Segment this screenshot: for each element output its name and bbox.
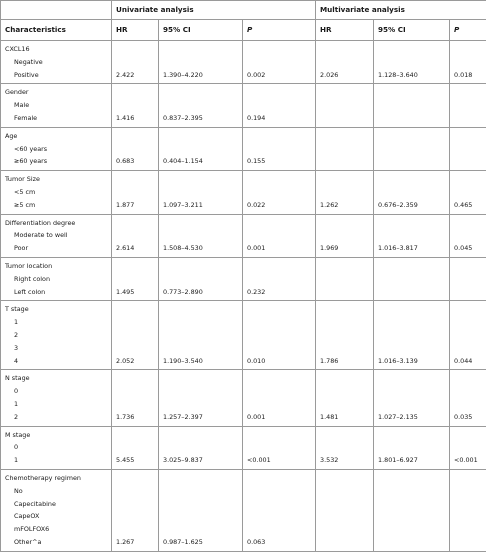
- uni-p-cell: 0.063: [243, 469, 316, 551]
- uni-ci-cell: 1.190–3.540: [159, 301, 243, 370]
- uni-p-cell: 0.155: [243, 127, 316, 170]
- group-item: ≥5 cm: [5, 199, 111, 212]
- group-item: Poor: [5, 242, 111, 255]
- header-blank: [1, 1, 112, 20]
- multi-hr-cell: [316, 257, 374, 300]
- multi-ci-cell: 1.016–3.139: [374, 301, 450, 370]
- multi-ci-cell: [374, 84, 450, 127]
- group-item: 4: [5, 355, 111, 368]
- group-title: N stage: [5, 372, 111, 385]
- uni-hr-cell: 1.416: [112, 84, 159, 127]
- group-item: Negative: [5, 56, 111, 69]
- multi-p-header: P: [450, 20, 486, 41]
- group-item: 0: [5, 441, 111, 454]
- multi-p-cell: 0.465: [450, 171, 486, 214]
- group-item: ≥60 years: [5, 155, 111, 168]
- multi-ci-cell: [374, 127, 450, 170]
- group-item: Capecitabine: [5, 498, 111, 511]
- uni-p-cell: 0.022: [243, 171, 316, 214]
- multi-hr-cell: 2.026: [316, 41, 374, 84]
- uni-hr-cell: 2.052: [112, 301, 159, 370]
- group-item: 1: [5, 454, 111, 467]
- multi-p-cell: <0.001: [450, 426, 486, 469]
- group-item: No: [5, 485, 111, 498]
- group-title: Tumor location: [5, 260, 111, 273]
- multi-p-cell: 0.018: [450, 41, 486, 84]
- multi-p-cell: [450, 469, 486, 551]
- group-title: Differentiation degree: [5, 217, 111, 230]
- multi-ci-cell: 1.027–2.135: [374, 370, 450, 426]
- multi-hr-cell: 1.481: [316, 370, 374, 426]
- uni-p-header: P: [243, 20, 316, 41]
- multivariate-header: Multivariate analysis: [316, 1, 486, 20]
- group-item: mFOLFOX6: [5, 523, 111, 536]
- characteristics-header: Characteristics: [1, 20, 112, 41]
- multi-p-cell: 0.045: [450, 214, 486, 257]
- table-row: [1, 426, 486, 469]
- uni-p-cell: 0.232: [243, 257, 316, 300]
- uni-hr-cell: 2.614: [112, 214, 159, 257]
- characteristic-cell: [1, 257, 112, 300]
- uni-ci-cell: 3.025–9.837: [159, 426, 243, 469]
- characteristic-cell: [1, 171, 112, 214]
- group-item: Left colon: [5, 286, 111, 299]
- table-row: [1, 370, 486, 426]
- group-title: Tumor Size: [5, 173, 111, 186]
- uni-hr-header: HR: [112, 20, 159, 41]
- group-item: 2: [5, 411, 111, 424]
- uni-p-cell: <0.001: [243, 426, 316, 469]
- uni-p-cell: 0.001: [243, 214, 316, 257]
- characteristic-cell: [1, 41, 112, 84]
- univariate-header: Univariate analysis: [112, 1, 316, 20]
- multi-ci-cell: 1.128–3.640: [374, 41, 450, 84]
- group-item: 1: [5, 316, 111, 329]
- group-title: CXCL16: [5, 43, 111, 56]
- table-row: [1, 257, 486, 300]
- uni-p-cell: 0.194: [243, 84, 316, 127]
- group-item: 2: [5, 329, 111, 342]
- uni-ci-cell: 0.773–2.890: [159, 257, 243, 300]
- group-item: Male: [5, 99, 111, 112]
- uni-hr-cell: 1.267: [112, 469, 159, 551]
- group-item: 3: [5, 342, 111, 355]
- uni-p-cell: 0.010: [243, 301, 316, 370]
- multi-ci-cell: 0.676–2.359: [374, 171, 450, 214]
- multi-p-cell: [450, 84, 486, 127]
- uni-hr-cell: 5.455: [112, 426, 159, 469]
- header-row-1: [1, 1, 486, 20]
- uni-hr-cell: 0.683: [112, 127, 159, 170]
- uni-hr-cell: 1.736: [112, 370, 159, 426]
- multi-p-cell: 0.044: [450, 301, 486, 370]
- uni-ci-cell: 0.404–1.154: [159, 127, 243, 170]
- multi-hr-cell: 3.532: [316, 426, 374, 469]
- characteristic-cell: [1, 370, 112, 426]
- uni-hr-cell: 2.422: [112, 41, 159, 84]
- multi-ci-cell: 1.016–3.817: [374, 214, 450, 257]
- table-row: [1, 84, 486, 127]
- uni-ci-cell: 1.508–4.530: [159, 214, 243, 257]
- characteristic-cell: [1, 127, 112, 170]
- group-item: Right colon: [5, 273, 111, 286]
- multi-hr-cell: 1.969: [316, 214, 374, 257]
- uni-ci-cell: 0.987–1.625: [159, 469, 243, 551]
- group-item: <60 years: [5, 143, 111, 156]
- multi-ci-cell: 1.801–6.927: [374, 426, 450, 469]
- uni-p-cell: 0.001: [243, 370, 316, 426]
- group-title: M stage: [5, 429, 111, 442]
- group-title: Age: [5, 130, 111, 143]
- uni-ci-cell: 1.097–3.211: [159, 171, 243, 214]
- group-title: T stage: [5, 303, 111, 316]
- uni-p-cell: 0.002: [243, 41, 316, 84]
- multi-ci-cell: [374, 257, 450, 300]
- group-title: Chemotherapy regimen: [5, 472, 111, 485]
- table-row: [1, 301, 486, 370]
- multi-p-cell: 0.035: [450, 370, 486, 426]
- characteristic-cell: [1, 84, 112, 127]
- multi-p-cell: [450, 127, 486, 170]
- group-item: Female: [5, 112, 111, 125]
- table-row: [1, 41, 486, 84]
- table-row: [1, 214, 486, 257]
- group-item: Positive: [5, 69, 111, 82]
- multi-ci-header: 95% CI: [374, 20, 450, 41]
- multi-p-cell: [450, 257, 486, 300]
- characteristic-cell: [1, 469, 112, 551]
- uni-ci-cell: 1.390–4.220: [159, 41, 243, 84]
- group-item: 0: [5, 385, 111, 398]
- group-title: Gender: [5, 86, 111, 99]
- group-item: CapeOX: [5, 510, 111, 523]
- group-item: Moderate to well: [5, 229, 111, 242]
- table-row: [1, 127, 486, 170]
- group-item: Other^a: [5, 536, 111, 549]
- multi-hr-cell: 1.262: [316, 171, 374, 214]
- uni-ci-header: 95% CI: [159, 20, 243, 41]
- characteristic-cell: [1, 426, 112, 469]
- group-item: 1: [5, 398, 111, 411]
- uni-hr-cell: 1.877: [112, 171, 159, 214]
- multi-hr-cell: [316, 469, 374, 551]
- uni-ci-cell: 0.837–2.395: [159, 84, 243, 127]
- multi-hr-cell: [316, 127, 374, 170]
- uni-ci-cell: 1.257–2.397: [159, 370, 243, 426]
- characteristic-cell: [1, 214, 112, 257]
- multi-hr-cell: [316, 84, 374, 127]
- multi-hr-header: HR: [316, 20, 374, 41]
- multi-ci-cell: [374, 469, 450, 551]
- table-row: [1, 469, 486, 551]
- uni-hr-cell: 1.495: [112, 257, 159, 300]
- table-row: [1, 171, 486, 214]
- header-row-2: [1, 20, 486, 41]
- group-item: <5 cm: [5, 186, 111, 199]
- characteristic-cell: [1, 301, 112, 370]
- multi-hr-cell: 1.786: [316, 301, 374, 370]
